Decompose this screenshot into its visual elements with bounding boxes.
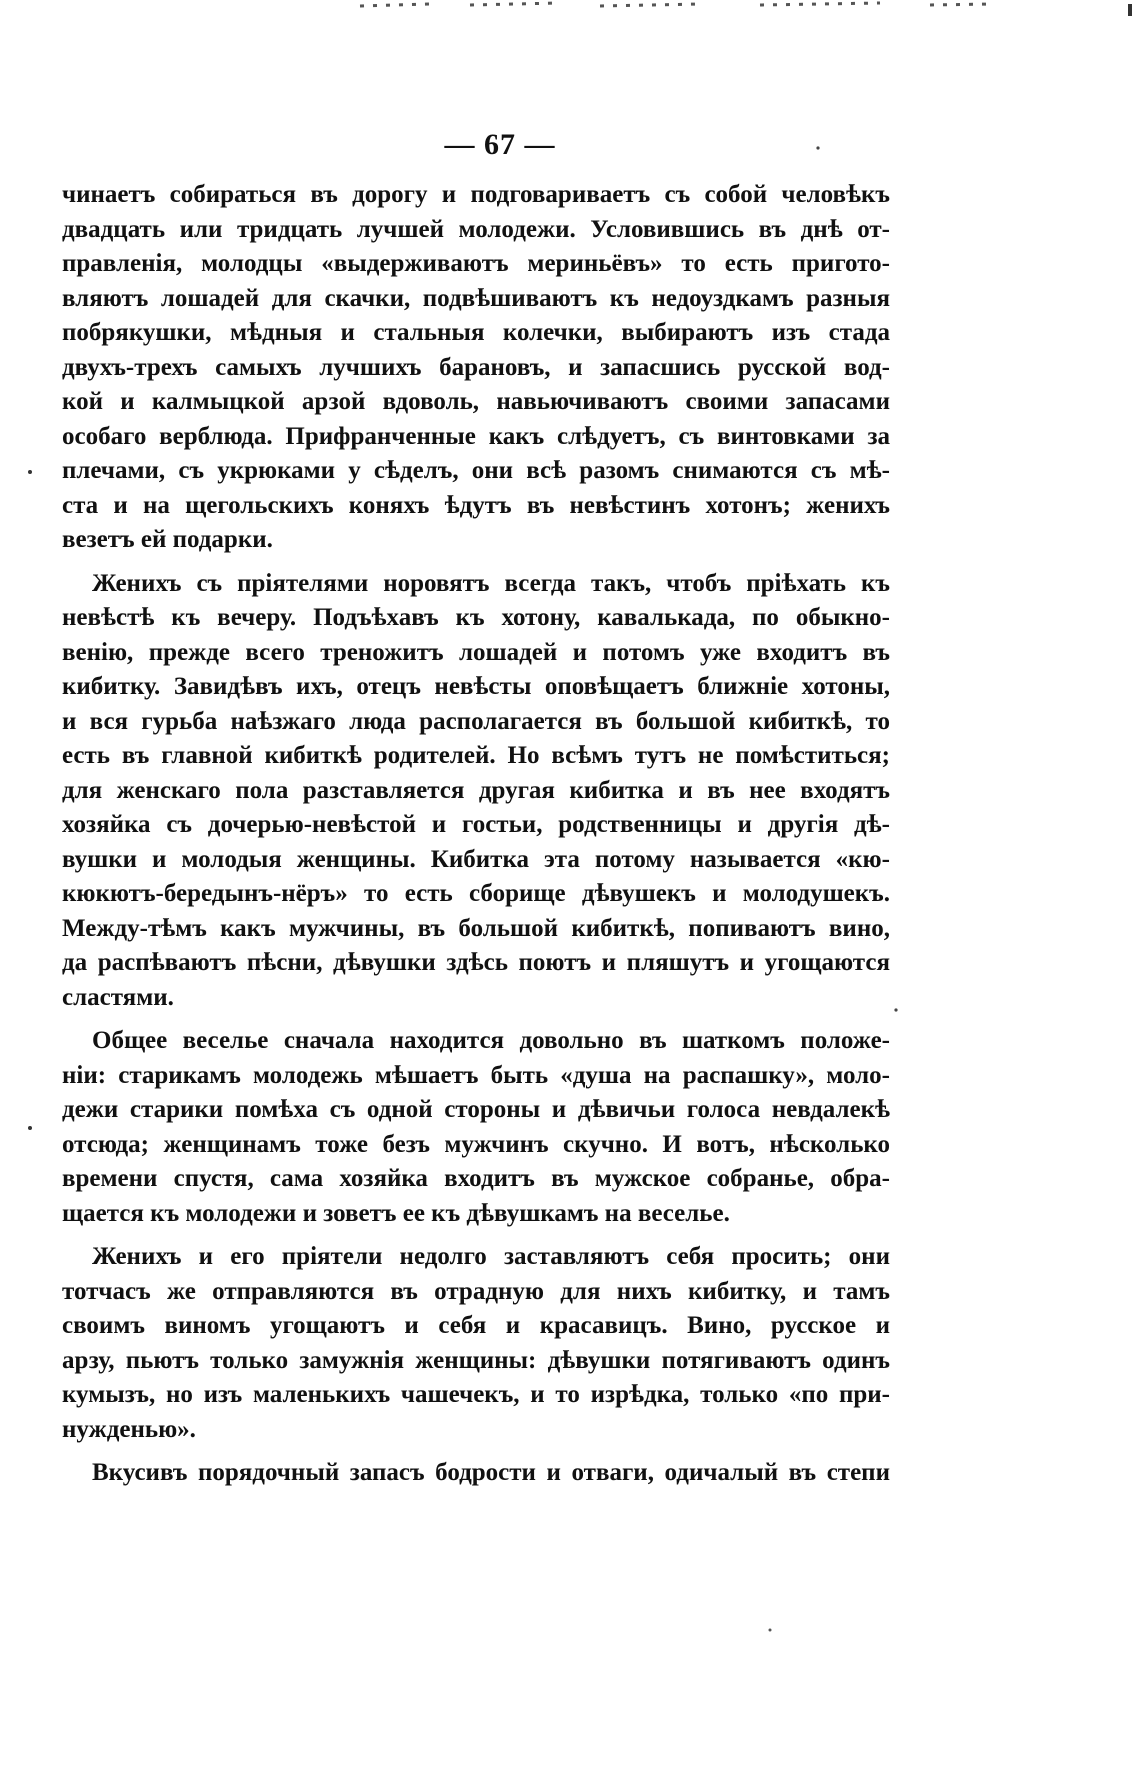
text-line: двадцать или тридцать лучшей молодежи. Условившись въ днѣ от- xyxy=(62,215,890,243)
text-line: Общее веселье сначала находится довольно въ шаткомъ положе- xyxy=(92,1027,890,1054)
text-line: дежи старики помѣха съ одной стороны и дѣвичьи голоса невдалекѣ xyxy=(62,1096,890,1123)
paragraph xyxy=(62,1240,890,1447)
text-line: невѣстѣ къ вечеру. Подъѣхавъ къ хотону, кавалькада, по обыкно- xyxy=(62,604,890,631)
text-line: щается къ молодежи и зоветъ ее къ дѣвушкамъ на веселье. xyxy=(62,1199,730,1227)
text-line: Вкусивъ порядочный запасъ бодрости и отваги, одичалый въ степи xyxy=(92,1459,890,1486)
body-text xyxy=(62,178,890,1491)
text-line: правленія, молодцы «выдерживаютъ мериньёвъ» то есть пригото- xyxy=(62,250,890,277)
text-line: для женскаго пола разставляется другая кибитка и въ нее входятъ xyxy=(62,776,890,804)
text-line: есть въ главной кибиткѣ родителей. Но всѣмъ тутъ не помѣститься; xyxy=(62,742,890,769)
text-line: кюкютъ-бередынъ-нёръ» то есть сборище дѣвушекъ и молодушекъ. xyxy=(62,880,890,907)
text-line: времени спустя, сама хозяйка входитъ въ мужское собранье, обра- xyxy=(62,1165,890,1192)
text-line: вляютъ лошадей для скачки, подвѣшиваютъ къ недоуздкамъ разныя xyxy=(62,284,890,312)
text-line: кой и калмыцкой арзой вдоволь, навьючиваютъ своими запасами xyxy=(62,388,890,415)
text-line: сластями. xyxy=(62,983,174,1011)
text-line: особаго верблюда. Прифранченные какъ слѣдуетъ, съ винтовками за xyxy=(62,422,890,450)
text-line: отсюда; женщинамъ тоже безъ мужчинъ скучно. И вотъ, нѣсколько xyxy=(62,1130,890,1158)
text-line: чинаетъ собираться въ дорогу и подговариваетъ съ собой человѣкъ xyxy=(62,181,890,208)
text-line: плечами, съ укрюками у сѣделъ, они всѣ разомъ снимаются съ мѣ- xyxy=(62,457,890,484)
text-line: нужденью». xyxy=(62,1415,196,1443)
text-line: ніи: старикамъ молодежь мѣшаетъ быть «душа на распашку», моло- xyxy=(62,1061,890,1089)
text-line: Женихъ и его пріятели недолго заставляютъ себя просить; они xyxy=(92,1243,890,1270)
paragraph xyxy=(62,1024,890,1231)
text-line: венію, прежде всего треножитъ лошадей и потомъ уже входитъ въ xyxy=(62,638,890,666)
paragraph xyxy=(62,1456,890,1491)
text-line: кумызъ, но изъ маленькихъ чашечекъ, и то изрѣдка, только «по при- xyxy=(62,1381,890,1408)
paragraph xyxy=(62,178,890,558)
text-line: хозяйка съ дочерью-невѣстой и гостьи, родственницы и другія дѣ- xyxy=(62,811,890,838)
text-line: арзу, пьютъ только замужнія женщины: дѣвушки потягиваютъ одинъ xyxy=(62,1346,890,1374)
text-line: двухъ-трехъ самыхъ лучшихъ барановъ, и запасшись русской вод- xyxy=(62,353,890,381)
text-line: кибитку. Завидѣвъ ихъ, отецъ невѣсты оповѣщаетъ ближніе хотоны, xyxy=(62,673,890,700)
page-number: — 67 — xyxy=(444,128,556,161)
text-line: своимъ виномъ угощаютъ и себя и красавицъ. Вино, русское и xyxy=(62,1312,890,1339)
text-line: ста и на щегольскихъ коняхъ ѣдутъ въ невѣстинъ хотонъ; женихъ xyxy=(62,491,890,519)
text-line: Женихъ съ пріятелями норовятъ всегда такъ, чтобъ пріѣхать къ xyxy=(92,569,890,597)
paragraph xyxy=(62,567,890,1016)
text-line: побрякушки, мѣдныя и стальныя колечки, выбираютъ изъ стада xyxy=(62,319,890,346)
text-line: тотчасъ же отправляются въ отрадную для нихъ кибитку, и тамъ xyxy=(62,1277,890,1305)
text-line: Между-тѣмъ какъ мужчины, въ большой кибиткѣ, попиваютъ вино, xyxy=(62,914,890,942)
text-line: да распѣваютъ пѣсни, дѣвушки здѣсь поютъ и пляшутъ и угощаются xyxy=(62,949,890,976)
text-line: вушки и молодыя женщины. Кибитка эта потому называется «кю- xyxy=(62,845,890,873)
text-line: везетъ ей подарки. xyxy=(62,526,273,553)
text-line: и вся гурьба наѣзжаго люда располагается въ большой кибиткѣ, то xyxy=(62,707,890,735)
